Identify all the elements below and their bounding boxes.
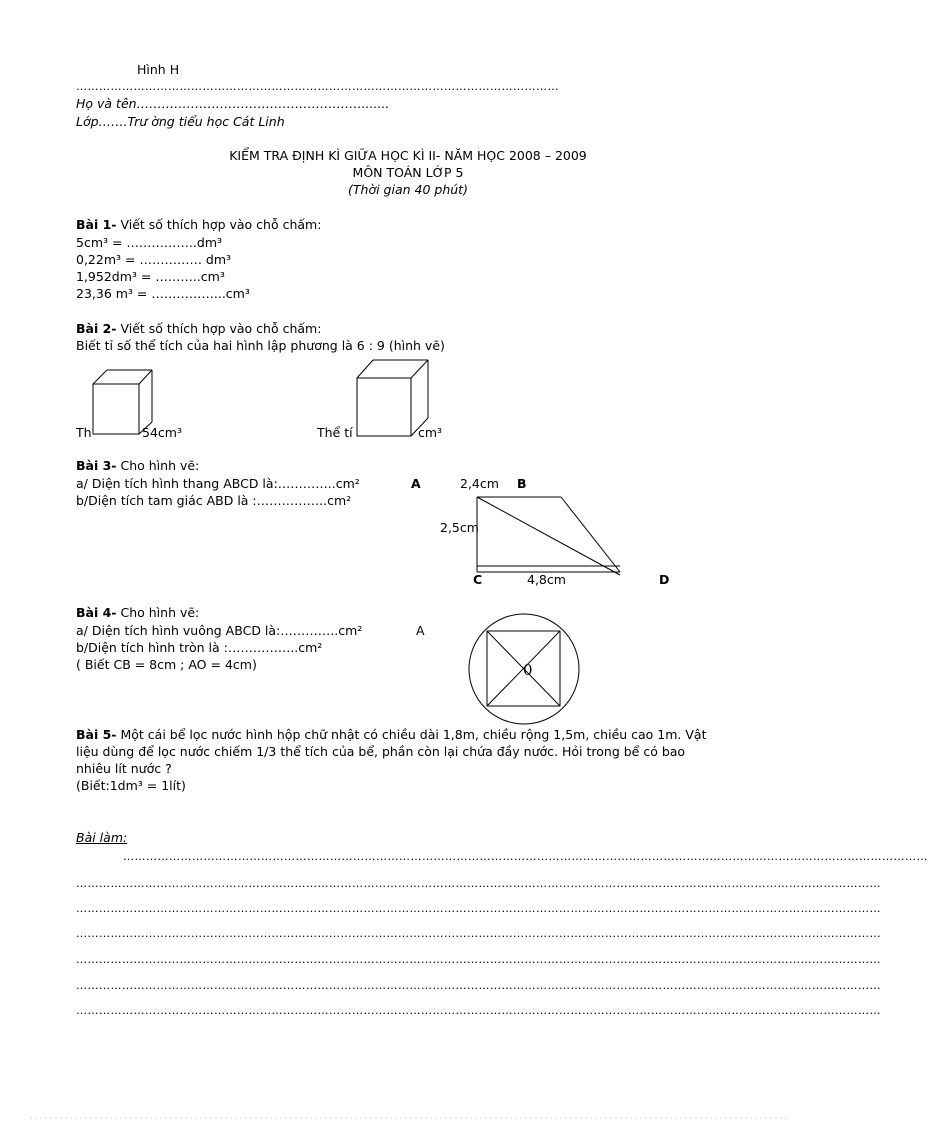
header-dotted-line: ………………………………………………………………………………………………………………	[76, 80, 559, 93]
name-line: Họ và tên……………………………………………….......	[76, 96, 390, 111]
bai3-label-B: B	[517, 476, 527, 491]
bai2-label: Bài 2-	[76, 321, 117, 336]
answer-line-2: …………………………………………………………………………………………………………………………………………………………………………………………	[76, 877, 881, 890]
large-cube-figure	[357, 360, 428, 436]
trapezoid-figure	[477, 497, 620, 575]
answer-line-1: …………………………………………………………………………………………………………………………………………………………………………………………	[123, 850, 928, 863]
bai1-line-1: 5cm³ = ……………..dm³	[76, 235, 223, 250]
answer-line-3: …………………………………………………………………………………………………………………………………………………………………………………………	[76, 902, 881, 915]
cube1-caption-left: Th	[76, 425, 92, 440]
bai3-top-length: 2,4cm	[460, 476, 499, 491]
bai3-label-A: A	[411, 476, 421, 491]
bai1-line-4: 23,36 m³ = ……………...cm³	[76, 286, 250, 301]
bai3-label-D: D	[659, 572, 670, 587]
bai3-line-a: a/ Diện tích hình thang ABCD là:…………..cm²	[76, 476, 360, 491]
bai1-line-3: 1,952dm³ = ………..cm³	[76, 269, 225, 284]
cube2-caption-left: Thể tí	[317, 425, 353, 440]
small-cube-figure	[93, 370, 152, 434]
bai3-line-b: b/Diện tích tam giác ABD là :……………..cm²	[76, 493, 352, 508]
bai4-line-c: ( Biết CB = 8cm ; AO = 4cm)	[76, 657, 257, 672]
bai4-line-b: b/Diện tích hình tròn là :……………..cm²	[76, 640, 323, 655]
exam-duration: (Thời gian 40 phút)	[348, 182, 468, 197]
bai5-label: Bài 5-	[76, 727, 117, 742]
exam-subject: MÔN TOÁN LỚP 5	[352, 165, 464, 180]
bai3-bottom-length: 4,8cm	[527, 572, 566, 587]
bai5-text-2: liệu dùng để lọc nước chiếm 1/3 thể tích của bể, phần còn lại chứa đầy nước. Hỏi trong bể có bao	[76, 744, 686, 759]
bai4-line-a: a/ Diện tích hình vuông ABCD là:…………..cm²	[76, 623, 363, 638]
bai3-side-length: 2,5cm	[440, 520, 479, 535]
answer-line-7: …………………………………………………………………………………………………………………………………………………………………………………………	[76, 1004, 881, 1017]
exam-title: KIỂM TRA ĐỊNH KÌ GIỮA HỌC KÌ II- NĂM HỌC 2008 – 2009	[229, 148, 587, 163]
answer-line-4: …………………………………………………………………………………………………………………………………………………………………………………………	[76, 927, 881, 940]
bai5-text-3: nhiêu lít nước ?	[76, 761, 172, 776]
bai4-label-A: A	[416, 623, 425, 638]
bai4-label: Bài 4-	[76, 605, 117, 620]
bai2-ratio-line: Biết tỉ số thể tích của hai hình lập phương là 6 : 9 (hình vẽ)	[76, 338, 445, 353]
top-label: Hình H	[137, 62, 180, 77]
cube1-caption-right: 54cm³	[142, 425, 182, 440]
bai2-prompt: Viết số thích hợp vào chỗ chấm:	[120, 321, 322, 336]
bai1-prompt: Viết số thích hợp vào chỗ chấm:	[120, 217, 322, 232]
answer-line-6: …………………………………………………………………………………………………………………………………………………………………………………………	[76, 979, 881, 992]
class-line: Lớp…….Trư ờng tiểu học Cát Linh	[76, 114, 285, 129]
answer-line-5: …………………………………………………………………………………………………………………………………………………………………………………………	[76, 953, 881, 966]
square-circle-figure	[469, 614, 579, 724]
answer-label: Bài làm:	[76, 830, 128, 845]
cube2-caption-right: cm³	[418, 425, 443, 440]
bai5-text-1: Một cái bể lọc nước hình hộp chữ nhật có chiều dài 1,8m, chiều rộng 1,5m, chiều cao 1m. Vật	[120, 727, 707, 742]
bai3-label-C: C	[473, 572, 483, 587]
bai3-label: Bài 3-	[76, 458, 117, 473]
bai4-prompt: Cho hình vẽ:	[120, 605, 200, 620]
bai1-line-2: 0,22m³ = …………… dm³	[76, 252, 232, 267]
bai5-text-4: (Biết:1dm³ = 1lít)	[76, 778, 186, 793]
bai4-center-label: 0	[523, 661, 533, 679]
bai1-label: Bài 1-	[76, 217, 117, 232]
bai3-prompt: Cho hình vẽ:	[120, 458, 200, 473]
